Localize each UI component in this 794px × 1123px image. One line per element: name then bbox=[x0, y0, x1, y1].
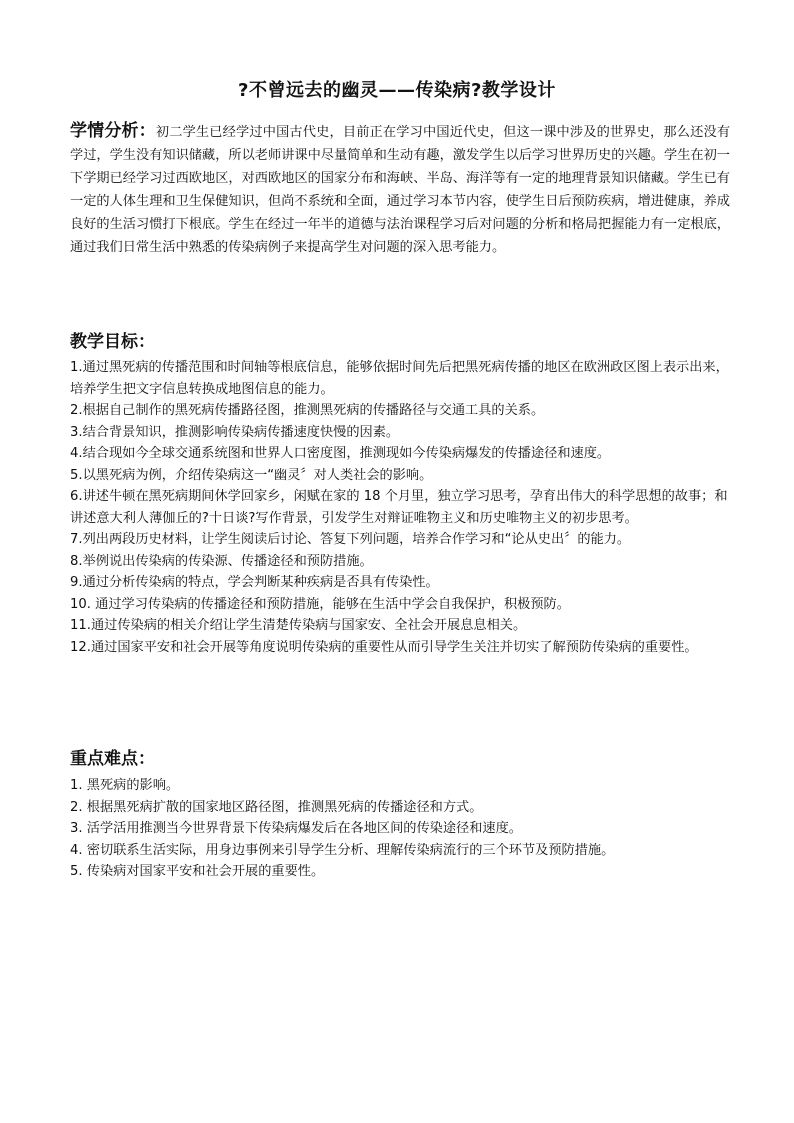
goal-item: 5.以黑死病为例，介绍传染病这一“幽灵〞对人类社会的影响。 bbox=[70, 467, 433, 483]
goal-item: 11.通过传染病的相关介绍让学生清楚传染病与国家安、全社会开展息息相关。 bbox=[70, 618, 527, 633]
key-point-item: 3. 活学活用推测当今世界背景下传染病爆发后在各地区间的传染途径和速度。 bbox=[70, 821, 522, 836]
analysis-heading: 学情分析： bbox=[70, 121, 156, 141]
key-point-item: 5. 传染病对国家平安和社会开展的重要性。 bbox=[70, 864, 325, 879]
goal-item: 8.举例说出传染病的传染源、传播途径和预防措施。 bbox=[70, 553, 373, 569]
key-point-item: 1. 黑死病的影响。 bbox=[70, 778, 180, 793]
goal-item: 3.结合背景知识，推测影响传染病传播速度快慢的因素。 bbox=[70, 424, 400, 440]
key-points-list bbox=[70, 775, 730, 883]
goals-heading: 教学目标： bbox=[70, 332, 155, 352]
goal-item: 2.根据自己制作的黑死病传播路径图，推测黑死病的传播路径与交通工具的关系。 bbox=[70, 403, 545, 418]
goal-item: 6.讲述牛顿在黑死病期间休学回家乡，闲赋在家的 18 个月里，独立学习思考，孕育出伟大的科学思想的故事；和讲述意大利人薄伽丘的?十日谈?写作背景，引发学生对辩证唯物主义和历史唯物主义的初步思考。 bbox=[70, 489, 728, 526]
analysis-section bbox=[70, 120, 730, 259]
document-title: ?不曾远去的幽灵——传染病?教学设计 bbox=[238, 80, 556, 101]
key-point-item: 4. 密切联系生活实际，用身边事例来引导学生分析、理解传染病流行的三个环节及预防措施。 bbox=[70, 842, 615, 858]
goals-list bbox=[70, 357, 730, 658]
goal-item: 4.结合现如今全球交通系统图和世界人口密度图，推测现如今传染病爆发的传播途径和速度。 bbox=[70, 446, 611, 461]
analysis-text: 初二学生已经学过中国古代史，目前正在学习中国近代史，但这一课中涉及的世界史，那么还没有学过，学生没有知识储藏，所以老师讲课中尽量简单和生动有趣，激发学生以后学习世界历史的兴趣。学生在初一下学期已经学习过西欧地区，对西欧地区的国家分布和海峡、半岛、海洋等有一定的地理背景知识储藏。学生已有一定的人体生理和卫生保健知识，但尚不系统和全面，通过学习本节内容，使学生日后预防疾病，增进健康，养成良好的生活习惯打下根底。学生在经过一年半的道德与法治课程学习后对问题的分析和格局把握能力有一定根底，通过我们日常生活中熟悉的传染病例子来提高学生对问题的深入思考能力。 bbox=[70, 125, 731, 255]
key-point-item: 2. 根据黑死病扩散的国家地区路径图，推测黑死病的传播途径和方式。 bbox=[70, 799, 483, 815]
goal-item: 9.通过分析传染病的特点，学会判断某种疾病是否具有传染性。 bbox=[70, 575, 439, 590]
goal-item: 7.列出两段历史材料，让学生阅读后讨论、答复下列问题，培养合作学习和“论从史出〞的能力。 bbox=[70, 532, 631, 547]
goal-item: 10. 通过学习传染病的传播途径和预防措施，能够在生活中学会自我保护，积极预防。 bbox=[70, 596, 570, 612]
key-points-heading: 重点难点： bbox=[70, 749, 155, 769]
goal-item: 1.通过黑死病的传播范围和时间轴等根底信息，能够依据时间先后把黑死病传播的地区在欧洲政区图上表示出来，培养学生把文字信息转换成地图信息的能力。 bbox=[70, 360, 729, 397]
goal-item: 12.通过国家平安和社会开展等角度说明传染病的重要性从而引导学生关注并切实了解预防传染病的重要性。 bbox=[70, 639, 698, 655]
